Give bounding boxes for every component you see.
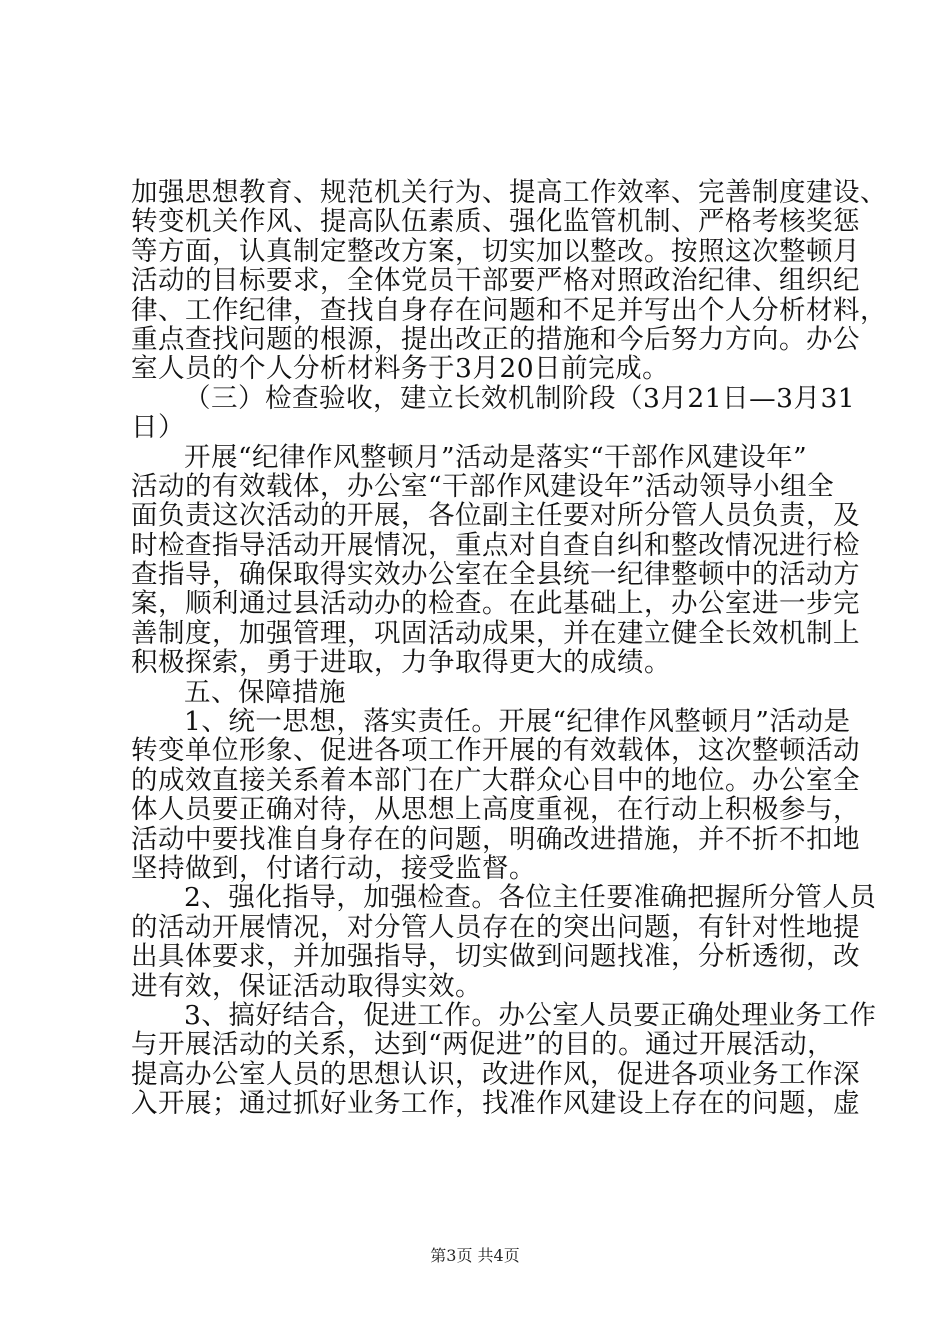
text-line: 律、工作纪律，查找自身存在问题和不足并写出个人分析材料， (131, 294, 887, 326)
text-line: 提高办公室人员的思想认识，改进作风，促进各项业务工作深 (131, 1058, 860, 1090)
text-line: 日） (131, 412, 185, 444)
text-line: 活动的目标要求，全体党员干部要严格对照政治纪律、组织纪 (131, 265, 860, 297)
text-line: 面负责这次活动的开展，各位副主任要对所分管人员负责，及 (131, 500, 860, 532)
text-line: 转变机关作风、提高队伍素质、强化监管机制、严格考核奖惩 (131, 206, 860, 238)
text-line: 出具体要求，并加强指导，切实做到问题找准，分析透彻，改 (131, 941, 860, 973)
text-line: 重点查找问题的根源，提出改正的措施和今后努力方向。办公 (131, 323, 860, 355)
text-line: 体人员要正确对待，从思想上高度重视，在行动上积极参与， (131, 794, 860, 826)
text-line: 转变单位形象、促进各项工作开展的有效载体，这次整顿活动 (131, 735, 860, 767)
text-line: 室人员的个人分析材料务于3月20日前完成。 (131, 353, 670, 385)
text-line: 五、保障措施 (184, 676, 346, 708)
text-line: 的成效直接关系着本部门在广大群众心目中的地位。办公室全 (131, 764, 860, 796)
text-line: 2、强化指导，加强检查。各位主任要准确把握所分管人员 (184, 882, 877, 914)
text-line: 加强思想教育、规范机关行为、提高工作效率、完善制度建设、 (131, 177, 887, 208)
text-line: 3、搞好结合，促进工作。办公室人员要正确处理业务工作 (184, 999, 877, 1031)
text-line: 活动的有效载体，办公室“干部作风建设年”活动领导小组全 (131, 470, 835, 502)
text-line: 的活动开展情况，对分管人员存在的突出问题，有针对性地提 (131, 911, 860, 943)
text-line: 1、统一思想，落实责任。开展“纪律作风整顿月”活动是 (184, 706, 851, 738)
text-line: 查指导，确保取得实效办公室在全县统一纪律整顿中的活动方 (131, 559, 860, 591)
text-line: 开展“纪律作风整顿月”活动是落实“干部作风建设年” (184, 441, 808, 473)
text-line: 入开展；通过抓好业务工作，找准作风建设上存在的问题，虚 (131, 1088, 860, 1120)
text-line: 坚持做到，付诸行动，接受监督。 (131, 852, 536, 884)
text-line: 善制度，加强管理，巩固活动成果，并在建立健全长效机制上 (131, 617, 860, 649)
text-line: 与开展活动的关系，达到“两促进”的目的。通过开展活动， (131, 1029, 835, 1061)
text-line: 等方面，认真制定整改方案，切实加以整改。按照这次整顿月 (131, 235, 860, 267)
text-line: 时检查指导活动开展情况，重点对自查自纠和整改情况进行检 (131, 529, 860, 561)
text-line: 进有效，保证活动取得实效。 (131, 970, 482, 1002)
text-line: 案，顺利通过县活动办的检查。在此基础上，办公室进一步完 (131, 588, 860, 620)
page-footer: 第3页 共4页 (430, 1246, 520, 1265)
text-line: 积极探索，勇于进取，力争取得更大的成绩。 (131, 647, 671, 679)
text-line: 活动中要找准自身存在的问题，明确改进措施，并不折不扣地 (131, 823, 860, 855)
text-line: （三）检查验收，建立长效机制阶段（3月21日—3月31 (184, 382, 856, 414)
document-body (131, 177, 887, 1120)
